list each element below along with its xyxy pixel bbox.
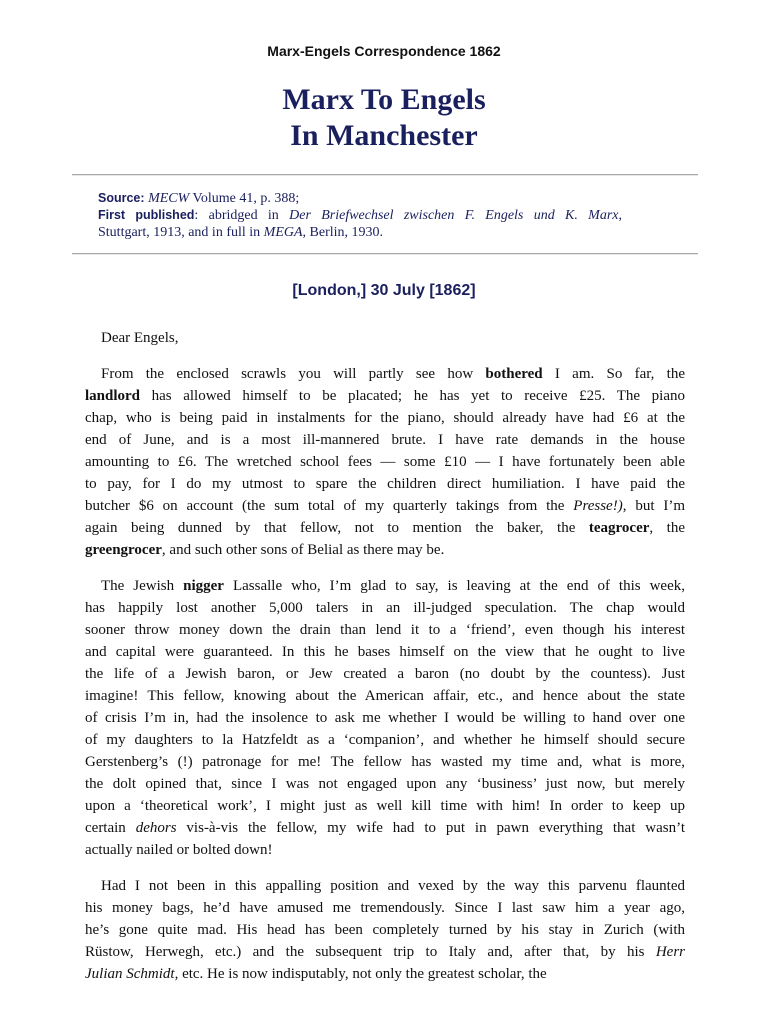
- first-published-comma: ,: [618, 208, 622, 223]
- text-run: , and such other sons of Belial as there may be.: [161, 542, 445, 558]
- text-run: From the enclosed scrawls you will partly see how: [101, 366, 486, 382]
- letter-body: [85, 327, 685, 985]
- text-line: [85, 407, 685, 429]
- text-run: the dolt opined that, since I was not engaged upon any ‘business’ just now, but merely: [85, 776, 685, 792]
- text-line: [85, 817, 685, 839]
- text-line: [85, 495, 685, 517]
- text-run: actually nailed or bolted down!: [85, 842, 273, 858]
- text-line: [85, 385, 685, 407]
- text-line: [85, 839, 685, 861]
- text-line: [85, 539, 685, 561]
- divider-bottom: [72, 253, 698, 255]
- text-run: has happily lost another 5,000 talers in an ill-judged speculation. The chap would: [85, 600, 685, 616]
- italic-term: Julian Schmidt,: [85, 966, 179, 982]
- bold-term: nigger: [183, 578, 224, 594]
- bold-term: landlord: [85, 388, 141, 404]
- text-line: [85, 363, 685, 385]
- source-italic: MECW: [148, 191, 190, 206]
- text-run: of my daughters to la Hatzfeldt as a ‘companion’, and whether he himself should secure: [85, 732, 685, 748]
- text-run: Lassalle who, I’m glad to say, is leaving at the end of this week,: [223, 578, 685, 594]
- text-line: [85, 963, 685, 985]
- text-line: [85, 875, 685, 897]
- text-run: upon a ‘theoretical work’, I might just as well kill time with him! In order to keep up: [85, 798, 685, 814]
- text-run: imagine! This fellow, knowing about the American affair, etc., and hence about the state: [85, 688, 685, 704]
- text-line: [85, 685, 685, 707]
- first-published-line2-end: , Berlin, 1930.: [302, 225, 384, 240]
- text-run: sooner throw money down the drain than lend it to a ‘friend’, even though his interest: [85, 622, 685, 638]
- text-run: he’s gone quite mad. His head has been completely turned by his stay in Zurich (with: [85, 922, 685, 938]
- text-run: Had I not been in this appalling position and vexed by the way this parvenu flaunted: [101, 878, 685, 894]
- title-line-2: In Manchester: [290, 119, 478, 152]
- text-line: [85, 773, 685, 795]
- text-line: [85, 597, 685, 619]
- first-published-mega: MEGA: [263, 225, 303, 240]
- text-run: amounting to £6. The wretched school fees — some £10 — I have fortunately been able: [85, 454, 685, 470]
- first-published-line-2: [98, 224, 622, 241]
- paragraph-3: [85, 875, 685, 985]
- text-run: vis-à-vis the fellow, my wife had to put in pawn everything that wasn’t: [176, 820, 685, 836]
- text-run: his money bags, he’d have amused me tremendously. Since I last saw him a year ago,: [85, 900, 685, 916]
- text-line: [85, 517, 685, 539]
- text-run: and capital were guaranteed. In this he bases himself on the view that he ought to live: [85, 644, 685, 660]
- first-published-line2-text: Stuttgart, 1913, and in full in: [98, 225, 264, 240]
- text-line: [85, 473, 685, 495]
- page-title: [0, 82, 768, 154]
- paragraph-2: [85, 575, 685, 861]
- bold-term: greengrocer: [85, 542, 162, 558]
- text-line: [85, 641, 685, 663]
- text-line: [85, 707, 685, 729]
- italic-term: Herr: [655, 944, 685, 960]
- divider-top: [72, 174, 698, 176]
- text-line: [85, 897, 685, 919]
- bold-term: teagrocer: [588, 520, 650, 536]
- text-run: end of June, and is a most ill-mannered brute. I have rate demands in the house: [85, 432, 685, 448]
- text-line: [85, 919, 685, 941]
- text-run: Rüstow, Herwegh, etc.) and the subsequent trip to Italy and, after that, by his: [85, 944, 656, 960]
- text-line: [85, 451, 685, 473]
- text-run: but I’m: [626, 498, 685, 514]
- text-line: [85, 729, 685, 751]
- text-run: of crisis I’m in, had the insolence to ask me whether I would be willing to hand over one: [85, 710, 685, 726]
- text-run: I am. So far, the: [542, 366, 685, 382]
- source-line: Source: MECW Volume 41, p. 388;: [98, 191, 300, 206]
- text-line: [85, 575, 685, 597]
- text-run: chap, who is being paid in instalments for the piano, should already have had £6 at the: [85, 410, 685, 426]
- text-run: butcher $6 on account (the sum total of my quarterly takings from the: [85, 498, 574, 514]
- text-line: [85, 429, 685, 451]
- text-run: the life of a Jewish baron, or Jew created a baron (no doubt by the countess). Just: [85, 666, 685, 682]
- text-line: [85, 663, 685, 685]
- text-line: [85, 751, 685, 773]
- first-published-title: Der Briefwechsel zwischen F. Engels und K. Marx: [289, 208, 619, 223]
- text-run: , the: [649, 520, 685, 536]
- letter-salutation: Dear Engels,: [101, 330, 179, 346]
- text-run: again being dunned by that fellow, not to mention the baker, the: [85, 520, 589, 536]
- letter-dateline: [London,] 30 July [1862]: [292, 282, 476, 299]
- source-text: Volume 41, p. 388;: [189, 191, 300, 206]
- text-run: The Jewish: [101, 578, 184, 594]
- first-published-line: [98, 207, 622, 224]
- text-line: [85, 795, 685, 817]
- italic-term: dehors: [135, 820, 177, 836]
- first-published-label: First published: [98, 208, 195, 222]
- text-run: etc. He is now indisputably, not only the greatest scholar, the: [178, 966, 547, 982]
- source-info: [98, 190, 622, 241]
- text-run: has allowed himself to be placated; he has yet to receive £25. The piano: [140, 388, 685, 404]
- text-run: to pay, for I do my utmost to spare the children direct humiliation. I have paid the: [85, 476, 685, 492]
- text-line: [85, 941, 685, 963]
- title-line-1: Marx To Engels: [282, 83, 486, 116]
- text-line: [85, 619, 685, 641]
- source-label: Source: [98, 191, 141, 205]
- series-heading: Marx-Engels Correspondence 1862: [267, 43, 501, 59]
- paragraph-1: [85, 363, 685, 561]
- text-run: Gerstenberg’s (!) patronage for me! The fellow has wasted my time and, what is more,: [85, 754, 685, 770]
- bold-term: bothered: [485, 366, 543, 382]
- text-run: certain: [85, 820, 136, 836]
- first-published-text: : abridged in: [194, 208, 290, 223]
- italic-term: Presse!),: [573, 498, 627, 514]
